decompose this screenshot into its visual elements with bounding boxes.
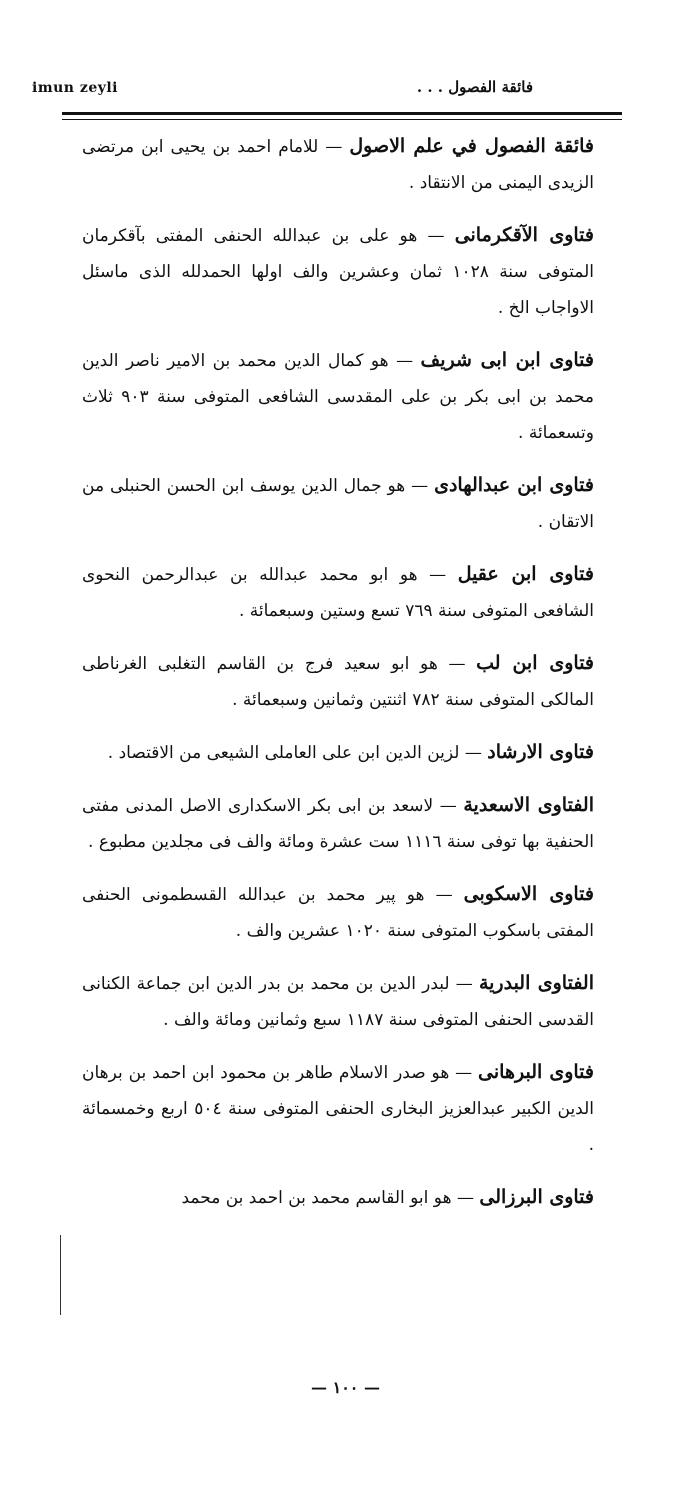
body-text (82, 128, 594, 1232)
entry-text: — لبدر الدين بن محمد بن بدر الدين ابن جماعة الكنانى القدسى الحنفى المتوفى سنة ١١٨٧ سبع وثمانين ومائة والف . (82, 974, 594, 1030)
entry-text: — هو على بن عبدالله الحنفى المفتى بآقكرمان المتوفى سنة ١٠٢٨ ثمان وعشرين والف اولها الحمدلله الذى ماسئل الاواجاب الخ . (82, 226, 594, 318)
entry (82, 1179, 594, 1216)
entry-title: فتاوى البرزالى (479, 1186, 594, 1208)
entry (82, 876, 594, 949)
entry-text: — لاسعد بن ابى بكر الاسكدارى الاصل المدنى مفتى الحنفية بها توفى سنة ١١١٦ ست عشرة ومائة والف فى مجلدين مطبوع . (82, 796, 594, 852)
entry-title: فتاوى ابن عبدالهادى (434, 474, 595, 496)
entry (82, 965, 594, 1038)
entry (82, 342, 594, 451)
entry (82, 217, 594, 326)
entry (82, 467, 594, 540)
entry (82, 1054, 594, 1163)
entry-text: — هو كمال الدين محمد بن الامير ناصر الدين محمد بن ابى بكر بن على المقدسى الشافعى المتوفى سنة ٩٠٣ ثلاث وتسعمائة . (82, 351, 594, 443)
entry-text: — هو ابو محمد عبدالله بن عبدالرحمن النحوى الشافعى المتوفى سنة ٧٦٩ تسع وستين وسبعمائة . (82, 565, 594, 621)
running-header-left: imun zeyli (32, 80, 118, 96)
entry-text: — للامام احمد بن يحيى ابن مرتضى الزيدى اليمنى من الانتقاد . (82, 137, 594, 193)
header-rule-thick (62, 112, 622, 115)
running-header-right: فائقة الفصول . . . (416, 78, 533, 96)
entry-text: — هو ابو القاسم محمد بن احمد بن محمد (181, 1188, 480, 1208)
entry (82, 128, 594, 201)
entry-text: — هو صدر الاسلام طاهر بن محمود ابن احمد بن برهان الدين الكبير عبدالعزيز البخارى الحنفى المتوفى سنة ٥٠٤ اربع وخمسمائة . (82, 1063, 595, 1155)
entry-title: فتاوى الآقكرمانى (454, 224, 595, 246)
entry-title: فتاوى الاسكوبى (463, 883, 595, 905)
entry-text: — هو جمال الدين يوسف ابن الحسن الحنبلى من الاتقان . (82, 476, 594, 532)
header-rule-thin (62, 119, 622, 120)
entry (82, 645, 594, 718)
entry-title: فائقة الفصول في علم الاصول (349, 135, 594, 157)
entry (82, 734, 594, 771)
entry-title: فتاوى البرهانى (478, 1061, 595, 1083)
page-number: — ١٠٠ — (311, 1378, 380, 1397)
entry (82, 787, 594, 860)
entry-text: — هو ابو سعيد فرج بن القاسم التغلبى الغرناطى المالكى المتوفى سنة ٧٨٢ اثنتين وثمانين وسبعمائة . (82, 654, 594, 710)
entry-title: فتاوى ابن ابى شريف (420, 349, 594, 371)
entry-title: فتاوى ابن لب (476, 652, 595, 674)
entry-title: فتاوى ابن عقيل (457, 563, 594, 585)
margin-line (60, 1235, 61, 1315)
entry (82, 556, 594, 629)
entry-text: — لزين الدين ابن على العاملى الشيعى من الاقتصاد . (107, 743, 488, 763)
entry-title: فتاوى الارشاد (487, 741, 594, 763)
entry-title: الفتاوى الاسعدية (463, 794, 595, 816)
entry-text: — هو پير محمد بن عبدالله القسطمونى الحنفى المفتى باسكوب المتوفى سنة ١٠٢٠ عشرين والف . (82, 885, 594, 941)
entry-title: الفتاوى البدرية (478, 972, 594, 994)
